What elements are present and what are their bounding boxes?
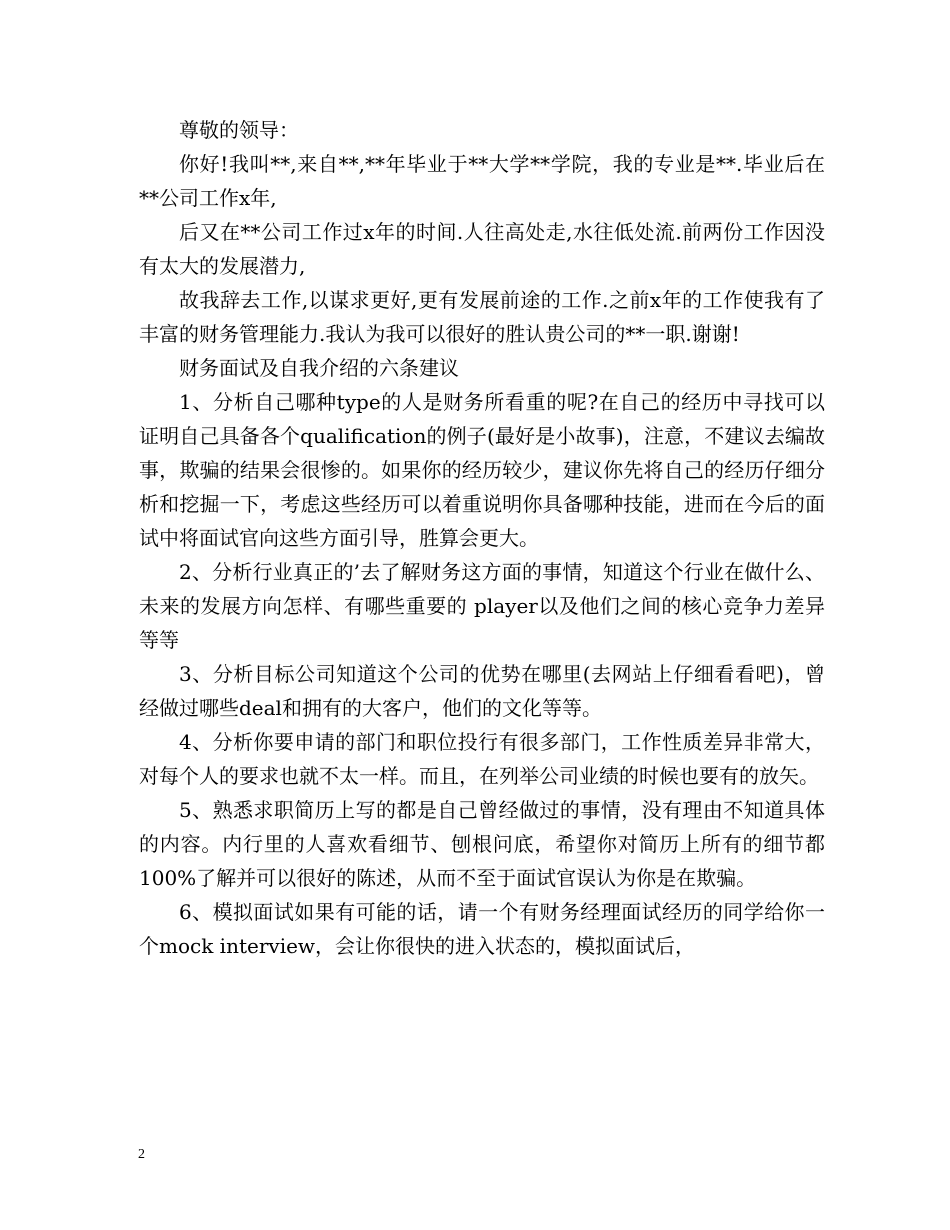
paragraph-reason: 故我辞去工作,以谋求更好,更有发展前途的工作.之前x年的工作使我有了丰富的财务管理能力.我认为我可以很好的胜认贵公司的**一职.谢谢! — [139, 288, 825, 346]
document-body — [139, 113, 825, 963]
salutation: 尊敬的领导： — [179, 118, 299, 142]
tip-5: 5、熟悉求职简历上写的都是自己曾经做过的事情，没有理由不知道具体的内容。内行里的人喜欢看细节、刨根问底，希望你对简历上所有的细节都100%了解并可以很好的陈述，从而不至于面试官误认为你是在欺骗。 — [139, 798, 825, 890]
page-number: 2 — [138, 1147, 145, 1162]
paragraph-previous-job: 后又在**公司工作过x年的时间.人往高处走,水往低处流.前两份工作因没有太大的发展潜力, — [139, 220, 825, 278]
tip-6: 6、模拟面试如果有可能的话，请一个有财务经理面试经历的同学给你一个mock interview，会让你很快的进入状态的，模拟面试后， — [139, 900, 825, 958]
tip-1: 1、分析自己哪种type的人是财务所看重的呢?在自己的经历中寻找可以证明自己具备各个qualification的例子(最好是小故事)，注意，不建议去编故事，欺骗的结果会很惨的。如果你的经历较少，建议你先将自己的经历仔细分析和挖掘一下，考虑这些经历可以着重说明你具备哪种技能，进而在今后的面试中将面试官向这些方面引导，胜算会更大。 — [139, 390, 825, 550]
tip-2: 2、分析行业真正的’去了解财务这方面的事情，知道这个行业在做什么、未来的发展方向怎样、有哪些重要的 player以及他们之间的核心竞争力差异等等 — [139, 560, 825, 652]
paragraph-intro: 你好!我叫**,来自**,**年毕业于**大学**学院，我的专业是**.毕业后在**公司工作x年, — [139, 152, 825, 210]
tip-3: 3、分析目标公司知道这个公司的优势在哪里(去网站上仔细看看吧)，曾经做过哪些deal和拥有的大客户，他们的文化等等。 — [139, 662, 825, 720]
tip-4: 4、分析你要申请的部门和职位投行有很多部门，工作性质差异非常大，对每个人的要求也就不太一样。而且，在列举公司业绩的时候也要有的放矢。 — [139, 730, 825, 788]
section-heading: 财务面试及自我介绍的六条建议 — [179, 356, 459, 380]
